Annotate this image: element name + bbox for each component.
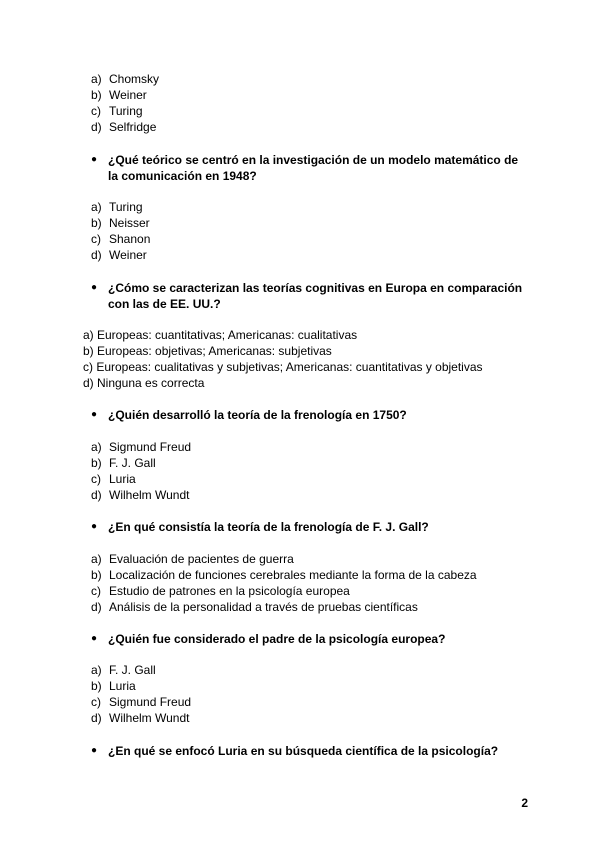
question-2 [91, 280, 531, 312]
bullet-icon: ● [91, 521, 98, 532]
option-b: b) Luria [91, 679, 136, 693]
options-list-3 [83, 327, 483, 391]
option-d: d) Wilhelm Wundt [91, 711, 190, 725]
question-1 [91, 152, 531, 184]
question-5 [91, 631, 531, 647]
question-text: ¿Cómo se caracterizan las teorías cognitivas en Europa en comparación con las de EE. UU.? [108, 281, 523, 311]
option-d: d) Análisis de la personalidad a través de pruebas científicas [91, 600, 418, 614]
option-c: c) Shanon [91, 232, 151, 246]
option-c: c) Sigmund Freud [91, 695, 192, 709]
option-a: a) F. J. Gall [91, 663, 156, 677]
option-c: c) Europeas: cualitativas y subjetivas; Americanas: cuantitativas y objetivas [83, 360, 483, 374]
page-number: 2 [521, 796, 528, 810]
option-b: b) Weiner [91, 88, 147, 102]
question-4 [91, 519, 531, 535]
option-b: b) Europeas: objetivas; Americanas: subjetivas [83, 344, 332, 358]
option-a: a) Sigmund Freud [91, 440, 192, 454]
option-c: c) Turing [91, 104, 143, 118]
question-text: ¿Qué teórico se centró en la investigación de un modelo matemático de la comunicación en 1948? [108, 153, 519, 183]
bullet-icon: ● [91, 154, 98, 165]
option-c: c) Luria [91, 472, 136, 486]
option-d: d) Weiner [91, 248, 147, 262]
option-a: a) Turing [91, 200, 143, 214]
option-d: d) Ninguna es correcta [83, 376, 205, 390]
option-a: a) Chomsky [91, 72, 160, 86]
option-a: a) Europeas: cuantitativas; Americanas: cualitativas [83, 328, 358, 342]
question-6 [91, 743, 531, 759]
options-list-6 [91, 662, 191, 726]
options-list-4 [91, 439, 191, 503]
question-text: ¿Quién fue considerado el padre de la psicología europea? [108, 632, 446, 646]
option-d: d) Selfridge [91, 120, 157, 134]
options-list-2 [91, 199, 150, 263]
options-list-5 [91, 551, 477, 615]
question-text: ¿En qué se enfocó Luria en su búsqueda científica de la psicología? [108, 744, 499, 758]
question-3 [91, 407, 531, 423]
option-a: a) Evaluación de pacientes de guerra [91, 552, 294, 566]
bullet-icon: ● [91, 633, 98, 644]
option-d: d) Wilhelm Wundt [91, 488, 190, 502]
bullet-icon: ● [91, 745, 98, 756]
option-b: b) Localización de funciones cerebrales mediante la forma de la cabeza [91, 568, 477, 582]
option-b: b) F. J. Gall [91, 456, 156, 470]
option-c: c) Estudio de patrones en la psicología europea [91, 584, 350, 598]
bullet-icon: ● [91, 409, 98, 420]
option-b: b) Neisser [91, 216, 150, 230]
question-text: ¿En qué consistía la teoría de la frenología de F. J. Gall? [108, 520, 429, 534]
bullet-icon: ● [91, 282, 98, 293]
question-text: ¿Quién desarrolló la teoría de la frenología en 1750? [108, 408, 407, 422]
options-list-1 [91, 71, 159, 135]
